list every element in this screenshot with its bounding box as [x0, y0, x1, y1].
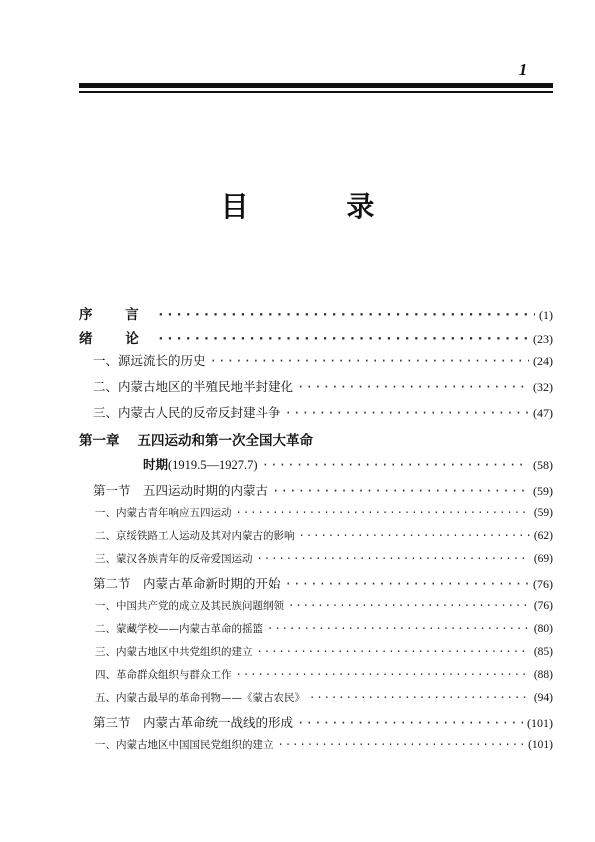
toc-entry-label: 一、源远流长的历史 — [93, 353, 206, 368]
toc-section-label: 第一节 五四运动时期的内蒙古 — [93, 483, 269, 498]
toc-entry-label: 一、内蒙古地区中国国民党组织的建立 — [95, 739, 274, 751]
toc-entry-page: (62) — [533, 530, 553, 542]
toc-section[interactable] — [79, 713, 553, 737]
toc-section-label: 第二节 内蒙古革命新时期的开始 — [93, 576, 281, 591]
toc-entry-label: 三、内蒙古人民的反帝反封建斗争 — [93, 405, 281, 420]
toc-entry-label: 二、蒙藏学校——内蒙古革命的摇篮 — [95, 623, 263, 635]
toc-entry-label: 二、京绥铁路工人运动及其对内蒙古的影响 — [95, 530, 295, 542]
toc-section[interactable] — [79, 574, 553, 598]
leader-dots — [236, 507, 530, 519]
chapter-number: 第一章 — [79, 433, 120, 449]
toc-entry[interactable] — [79, 551, 553, 574]
toc-entry-page: (80) — [533, 623, 553, 635]
toc-entry-page: (58) — [533, 458, 553, 472]
header-rule-thick — [79, 83, 553, 88]
leader-dots — [267, 623, 530, 635]
toc-entry-page: (59) — [533, 507, 553, 519]
toc-entry-label: 二、内蒙古地区的半殖民地半封建化 — [93, 379, 294, 394]
leader-dots — [299, 530, 530, 542]
toc-entry-page: (1) — [539, 308, 553, 322]
chapter-title-continued: 时期 — [143, 457, 169, 472]
chapter-period: (1919.5—1927.7) — [168, 458, 258, 472]
toc-entry-page: (59) — [533, 484, 553, 498]
page-number: 1 — [518, 60, 528, 79]
toc-entry[interactable] — [79, 690, 553, 713]
toc-entry-intro[interactable] — [79, 327, 553, 351]
toc-entry-page: (69) — [533, 553, 553, 565]
toc-entry-page: (88) — [533, 669, 553, 681]
toc-entry-page: (94) — [533, 692, 553, 704]
toc-entry[interactable] — [79, 505, 553, 528]
toc-entry-page: (76) — [533, 600, 553, 612]
leader-dots — [288, 600, 530, 612]
toc-entry-page: (85) — [533, 646, 553, 658]
toc-entry-page: (23) — [533, 332, 553, 346]
toc-entry-label: 五、内蒙古最早的革命刊物——《蒙古农民》 — [95, 692, 305, 704]
leader-dots — [157, 307, 535, 323]
toc-entry[interactable] — [79, 377, 553, 403]
leader-dots — [257, 646, 530, 658]
leader-dots — [297, 715, 523, 730]
toc-entry[interactable] — [79, 667, 553, 690]
leader-dots — [309, 692, 530, 704]
toc-entry-page: (47) — [533, 406, 553, 420]
toc-entry[interactable] — [79, 737, 553, 760]
header-rule-thin — [79, 91, 553, 93]
toc-entry-label: 三、蒙汉各族青年的反帝爱国运动 — [95, 553, 253, 565]
toc-entry[interactable] — [79, 621, 553, 644]
toc-section-label: 第三节 内蒙古革命统一战线的形成 — [93, 715, 294, 730]
leader-dots — [257, 553, 530, 565]
toc-entry-label: 四、革命群众组织与群众工作 — [95, 669, 232, 681]
toc-chapter-1-continued[interactable] — [79, 455, 553, 481]
toc-entry-label: 一、内蒙古青年响应五四运动 — [95, 507, 232, 519]
leader-dots — [262, 457, 529, 472]
toc-entry-label: 绪 论 — [79, 331, 153, 347]
toc-section[interactable] — [79, 481, 553, 505]
toc-entry[interactable] — [79, 403, 553, 429]
leader-dots — [210, 353, 529, 368]
leader-dots — [236, 669, 530, 681]
leader-dots — [285, 405, 529, 420]
toc-entry-page: (101) — [528, 739, 553, 751]
table-of-contents — [79, 303, 553, 760]
toc-entry[interactable] — [79, 351, 553, 377]
leader-dots — [278, 739, 525, 751]
toc-entry-page: (101) — [527, 716, 553, 730]
leader-dots — [272, 483, 529, 498]
toc-entry-preface[interactable] — [79, 303, 553, 327]
toc-entry[interactable] — [79, 528, 553, 551]
toc-entry-label: 序 言 — [79, 307, 153, 323]
leader-dots — [157, 331, 529, 347]
page-title: 目 录 — [220, 190, 419, 223]
toc-entry-page: (32) — [533, 380, 553, 394]
toc-entry[interactable] — [79, 598, 553, 621]
toc-entry-label: 三、内蒙古地区中共党组织的建立 — [95, 646, 253, 658]
toc-entry-label: 一、中国共产党的成立及其民族问题纲领 — [95, 600, 284, 612]
toc-chapter-1[interactable] — [79, 429, 553, 455]
leader-dots — [285, 576, 529, 591]
chapter-title: 五四运动和第一次全国大革命 — [137, 433, 313, 449]
toc-entry[interactable] — [79, 644, 553, 667]
leader-dots — [297, 379, 529, 394]
toc-entry-page: (76) — [533, 577, 553, 591]
toc-entry-page: (24) — [533, 354, 553, 368]
